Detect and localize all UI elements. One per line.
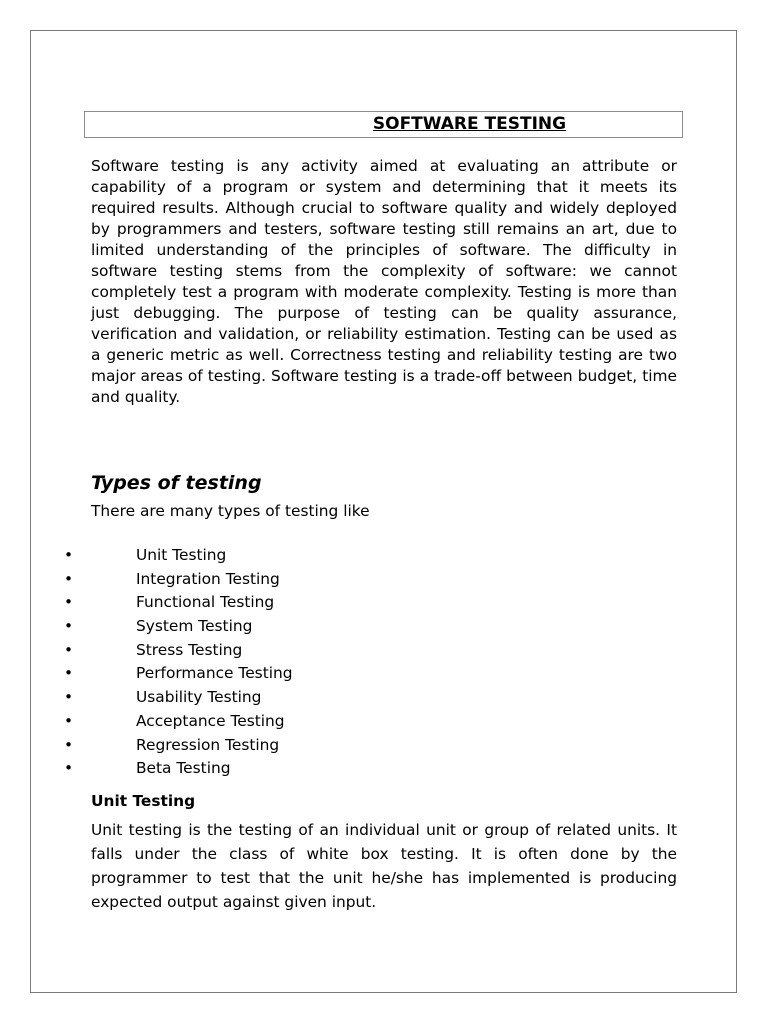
list-item-label: Stress Testing xyxy=(136,640,243,659)
intro-paragraph: Software testing is any activity aimed at evaluating an attribute or capability of a program or system and determining that it meets its required results. Although crucial to software quality and widely deployed by programmers and testers, software testing still remains an art, due to limited understanding of the principles of software. The difficulty in software testing stems from the complexity of software: we cannot completely test a program with moderate complexity. Testing is more than just debugging. The purpose of testing can be quality assurance, verification and validation, or reliability estimation. Testing can be used as a generic metric as well. Correctness testing and reliability testing are two major areas of testing. Software testing is a trade-off between budget, time and quality. xyxy=(91,157,677,406)
bullet-icon: • xyxy=(64,546,74,564)
bullet-icon: • xyxy=(64,640,74,659)
bullet-icon: • xyxy=(64,759,74,778)
bullet-icon: • xyxy=(64,617,74,636)
bullet-icon: • xyxy=(64,711,74,730)
bullet-icon: • xyxy=(64,664,74,683)
list-item-label: Functional Testing xyxy=(136,593,275,612)
list-item-label: System Testing xyxy=(136,617,253,636)
bullet-icon: • xyxy=(64,688,74,707)
unit-testing-heading: Unit Testing xyxy=(91,792,196,810)
list-item-label: Beta Testing xyxy=(136,759,231,778)
unit-testing-paragraph: Unit testing is the testing of an individual unit or group of related units. It falls under the class of white box testing. It is often done by the programmer to test that the unit he/she has implemented is producing expected output against given input. xyxy=(91,821,677,911)
list-item-label: Integration Testing xyxy=(136,569,280,588)
types-heading: Types of testing xyxy=(91,472,262,494)
list-item-label: Unit Testing xyxy=(136,546,227,564)
list-item-label: Performance Testing xyxy=(136,664,293,683)
list-item-label: Usability Testing xyxy=(136,688,262,707)
list-item-label: Acceptance Testing xyxy=(136,711,285,730)
types-intro: There are many types of testing like xyxy=(91,502,370,520)
bullet-icon: • xyxy=(64,569,74,588)
document-title: SOFTWARE TESTING xyxy=(372,114,567,134)
bullet-icon: • xyxy=(64,593,74,612)
bullet-icon: • xyxy=(64,735,74,754)
title-box xyxy=(84,111,683,138)
list-item-label: Regression Testing xyxy=(136,735,280,754)
